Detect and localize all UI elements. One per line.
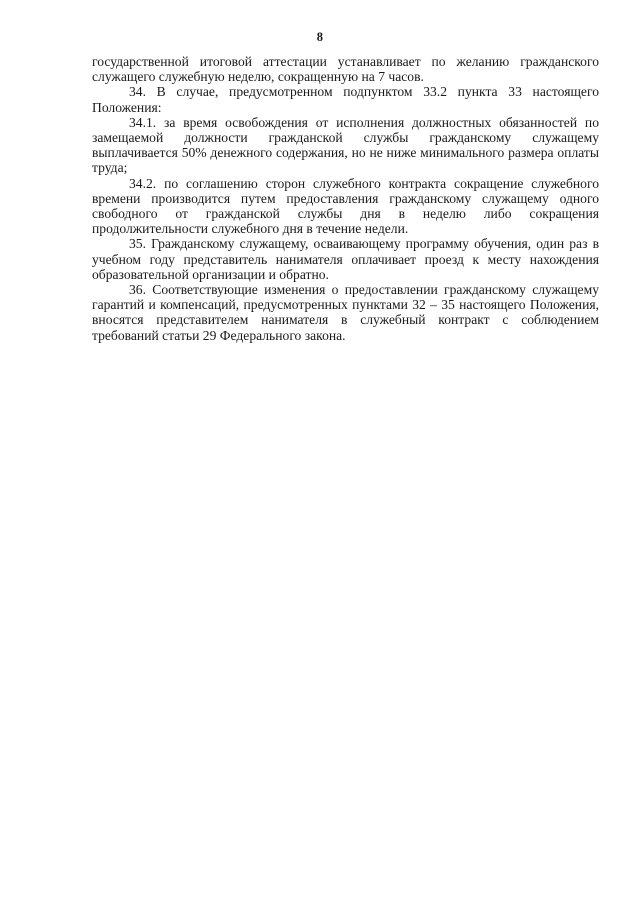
paragraph-continuation: государственной итоговой аттестации устанавливает по желанию гражданского служащего служебную неделю, сокращенную на 7 часов.: [92, 54, 599, 85]
paragraph-35: 35. Гражданскому служащему, осваивающему программу обучения, один раз в учебном году представитель нанимателя оплачивает проезд к месту нахождения образовательной организации и обратно.: [92, 236, 599, 282]
paragraph-34: 34. В случае, предусмотренном подпунктом 33.2 пункта 33 настоящего Положения:: [92, 84, 599, 115]
page-number: 8: [316, 30, 324, 44]
paragraph-34-2: 34.2. по соглашению сторон служебного контракта сокращение служебного времени производится путем предоставления гражданскому служащему одного свободного от гражданской службы дня в неделю либо сокращения продолжительности служебного дня в течение недели.: [92, 175, 599, 237]
paragraph-36: 36. Соответствующие изменения о предоставлении гражданскому служащему гарантий и компенсаций, предусмотренных пунктами 32 – 35 настоящего Положения, вносятся представителем нанимателя в служебный контракт с соблюдением требований статьи 29 Федерального закона.: [92, 282, 599, 343]
document-body: [92, 54, 599, 343]
paragraph-34-1: 34.1. за время освобождения от исполнения должностных обязанностей по замещаемой должности гражданской службы гражданскому служащему выплачивается 50% денежного содержания, но не ниже минимального размера оплаты труда;: [92, 114, 599, 176]
